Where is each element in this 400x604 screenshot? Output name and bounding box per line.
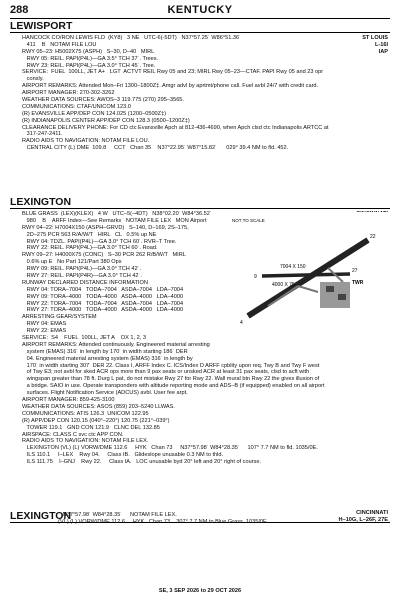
entry-line: surfaces. Flight Notification Service (ADCUS) avbl. User fee arpt. bbox=[22, 390, 188, 397]
divider bbox=[10, 208, 390, 209]
runway-label-short: 4000 X 75 bbox=[272, 282, 295, 288]
tower-label: TWR bbox=[352, 280, 364, 286]
entry-line: AIRPORT REMARKS: Attended continuously. Engineered material arresting bbox=[22, 341, 210, 348]
entry-line: consly. bbox=[22, 76, 44, 83]
entry-line: (R) EVANSVILLE APP/DEP CON 124.025 (1200–0500Z‡) bbox=[22, 110, 167, 117]
entry-line: SERVICE: FUEL 100LL, JET A+ LGT ACTVT REIL Rwy 05 and 23; MIRL Rwy 05–23—CTAF. PAPI Rwy 05 and 23 opr bbox=[22, 69, 324, 76]
entry-line: 170´ in width starting 307´ DER 22. Class I, ARFF Index C. ICS/Index D ARFF cpblity upon req. Twy B and Twy F west bbox=[22, 362, 320, 369]
side-region: ST LOUIS bbox=[362, 35, 388, 41]
entry-line: 2D–275 PCR 563 R/A/W/T HIRL CL 0.5% up NE bbox=[22, 231, 157, 238]
entry-line: (VL) (L) VORW/DME 112.6 HYK Chan 73 307° 7.7 NM to Blue Grass. 1035/0E. bbox=[58, 518, 269, 525]
rwy-end-27: 27 bbox=[352, 268, 358, 274]
entry-line: wingspan greater than 78 ft. Durg L pat, do not mistake Rwy 27 for Rwy 22. Wall mural btn Rwy 22 the gives illusion of bbox=[22, 376, 320, 383]
side-chart: L-16I bbox=[374, 41, 388, 48]
entry-line: COMMUNICATIONS: CTAF/UNICOM 123.0 bbox=[22, 103, 131, 110]
lexington2-side-info bbox=[339, 510, 388, 524]
entry-line: of Twy E3; not avbl for sked ACR ops more than 9 pax seats or unsked ACR at least 31 pax seats, clsd to acft with bbox=[22, 369, 310, 376]
entry-line: AIRPORT MANAGER: 859-425-3100 bbox=[22, 397, 115, 404]
entry-line: RWY 27: REIL. PAPI(P4R)—GA 3.0° TCH 42´. bbox=[22, 273, 142, 280]
building bbox=[326, 286, 334, 292]
entry-line: 04. Engineered material arresting system (EMAS) 316´ in length by bbox=[22, 355, 193, 362]
entry-line: RWY 23: REIL. PAPI(P4L)—GA 3.0° TCH 45´. Tree. bbox=[22, 62, 156, 69]
entry-line: 0.6% up E No Part 121/Part 380 Ops bbox=[22, 259, 122, 266]
entry-line: RWY 22: REIL. PAPI(P4L)—GA 3.0° TCH 60´. Road. bbox=[22, 245, 158, 252]
entry-line: CLEARANCE DELIVERY PHONE: For CD ctc Evansville Apch at 812-436-4690, when Apch clsd ctc Indianapolis ARTCC at bbox=[22, 124, 329, 131]
entry-line: LEXINGTON (VL) (L) VORW/DME 112.6 HYK Chan 73 N37°57.98´ W84°28.35´ 107° 7.7 NM to fld. 1035/0E. bbox=[22, 445, 318, 452]
entry-line: WEATHER DATA SOURCES: AWOS–3 119.775 (270) 295–3565. bbox=[22, 97, 184, 104]
entry-line: RWY 04: TDZL. PAPI(P4L)—GA 3.0° TCH 60´. RVR–T Tree. bbox=[22, 238, 177, 245]
entry-line: a bridge. SAIO in use. Operate transponders with altitude reporting mode and ADS–B (if equipped) enabled on all airport bbox=[22, 383, 325, 390]
entry-line: (R) APP/DEP CON 120.15 (040°–220°) 120.75 (221°–039°) bbox=[22, 417, 170, 424]
entry-line: RWY 05: REIL. PAPI(P4L)—GA 3.5° TCH 37´. Trees. bbox=[22, 55, 159, 62]
entry-line: RWY 05–23: H5002X75 (ASPH) S–30, D–40 MIRL bbox=[22, 48, 155, 55]
runway-label-long: 7004 X 150 bbox=[280, 264, 306, 270]
city-heading-lexington: LEXINGTON bbox=[10, 196, 72, 208]
entry-line: 411 B NOTAM FILE LOU bbox=[22, 41, 97, 48]
entry-line: CENTRAL CITY (L) DME 109.8 CCT Chan 35 N37°22.95´ W87°15.82´ 029° 39.4 NM to fld. 452. bbox=[22, 145, 289, 152]
entry-line: RADIO AIDS TO NAVIGATION: NOTAM FILE LOU. bbox=[22, 138, 150, 145]
entry-line: (R) INDIANAPOLIS CENTER APP/DEP CON 128.3 (0500–1200Z‡) bbox=[22, 117, 190, 124]
entry-line: SERVICE: S4 FUEL 100LL, JET A OX 1, 2, 3 bbox=[22, 335, 146, 342]
entry-line: AIRPORT REMARKS: Attended Mon–Fri 1300–1800Z‡. Amgr advl by aprtmt/phone call. Fuel avbl 24/7 with credit card. bbox=[22, 83, 319, 90]
building bbox=[338, 294, 346, 300]
lexington-vor-entry bbox=[58, 512, 320, 526]
entry-line: ILS 110.1 I–LEX Rwy 04. Class IB. Glideslope unusable 0.3 NM to thld. bbox=[22, 452, 224, 459]
rwy-end-22: 22 bbox=[370, 234, 376, 240]
entry-line: ILS 111.75 I–GNJ Rwy 22. Class IA. LOC unusable byd 20° left and 20° right of course. bbox=[22, 459, 262, 466]
page-header bbox=[10, 4, 390, 19]
entry-line: RWY 04–22: H7004X150 (ASPH–GRVD) S–140, D–169, 2S–175, bbox=[22, 224, 189, 231]
rwy-end-4: 4 bbox=[240, 320, 243, 326]
rwy-end-9: 9 bbox=[254, 274, 257, 280]
page-number: 288 bbox=[10, 4, 29, 16]
side-chart: H–10G, L–26F, 27E bbox=[338, 516, 388, 523]
entry-line: RWY 09: REIL. PAPI(P4L)—GA 3.0° TCH 42´. bbox=[22, 266, 142, 273]
entry-line: BLUE GRASS (LEX)(KLEX) 4 W UTC–5(–4DT) N38°02.20´ W84°36.52´ bbox=[22, 211, 212, 217]
divider bbox=[10, 32, 390, 33]
entry-line: RWY 22: TORA–7004 TODA–7004 ASDA–7004 LDA–7004 bbox=[22, 300, 184, 307]
entry-line: RWY 09: TORA–4000 TODA–4000 ASDA–4000 LDA–4000 bbox=[22, 293, 184, 300]
city-heading-lewisport: LEWISPORT bbox=[10, 20, 73, 32]
entry-line: AIRPORT MANAGER: 270-302-3262 bbox=[22, 90, 115, 97]
entry-line: RWY 04: EMAS bbox=[22, 321, 67, 328]
entry-line: 980 B ARFF Index—See Remarks NOTAM FILE LEX MON Airport bbox=[22, 217, 207, 224]
entry-line: COMMUNICATIONS: ATIS 126.3 UNICOM 122.95 bbox=[22, 410, 149, 417]
side-iap: IAP bbox=[378, 48, 388, 55]
entry-line: 317-247-2411. bbox=[22, 131, 63, 138]
state-title: KENTUCKY bbox=[167, 4, 233, 16]
entry-line: TOWER 119.1 GND CON 121.9 CLNC DEL 132.85 bbox=[22, 424, 160, 431]
lewisport-entry bbox=[22, 35, 388, 152]
city-heading-lexington-vor: LEXINGTON bbox=[10, 510, 72, 522]
airport-diagram bbox=[228, 212, 388, 336]
entry-line: system (EMAS) 316´ in length by 170´ in width starting 186´ DER bbox=[22, 348, 188, 355]
entry-line: RWY 09–27: H4000X75 (CONC) S–30 PCR 262 R/B/W/T MIRL bbox=[22, 252, 186, 259]
entry-line: RWY 04: TORA–7004 TODA–7004 ASDA–7004 LDA–7004 bbox=[22, 286, 184, 293]
entry-line: N37°57.98´ W84°28.35´ NOTAM FILE LEX. bbox=[58, 512, 177, 518]
diagram-note: NOT TO SCALE bbox=[232, 218, 265, 223]
entry-line: HANCOCK CO/RON LEWIS FLD (KY8) 3 NE UTC-6(-5DT) N37°57.25´ W86°51.36´ bbox=[22, 35, 241, 41]
effective-dates-footer: SE, 3 SEP 2026 to 29 OCT 2026 bbox=[158, 588, 242, 594]
entry-line: RADIO AIDS TO NAVIGATION: NOTAM FILE LEX. bbox=[22, 438, 149, 445]
entry-line: RWY 27: TORA–4000 TODA–4000 ASDA–4000 LDA–4000 bbox=[22, 307, 184, 314]
entry-line: ARRESTING GEAR/SYSTEM bbox=[22, 314, 97, 321]
entry-line: WEATHER DATA SOURCES: ASOS (859) 203–5240 LLWAS. bbox=[22, 403, 175, 410]
entry-line: RWY 22: EMAS bbox=[22, 328, 67, 335]
side-region: CINCINNATI bbox=[356, 510, 388, 516]
entry-line: RUNWAY DECLARED DISTANCE INFORMATION bbox=[22, 279, 148, 286]
entry-line: AIRSPACE: CLASS C svc ctc APP CON. bbox=[22, 431, 124, 438]
